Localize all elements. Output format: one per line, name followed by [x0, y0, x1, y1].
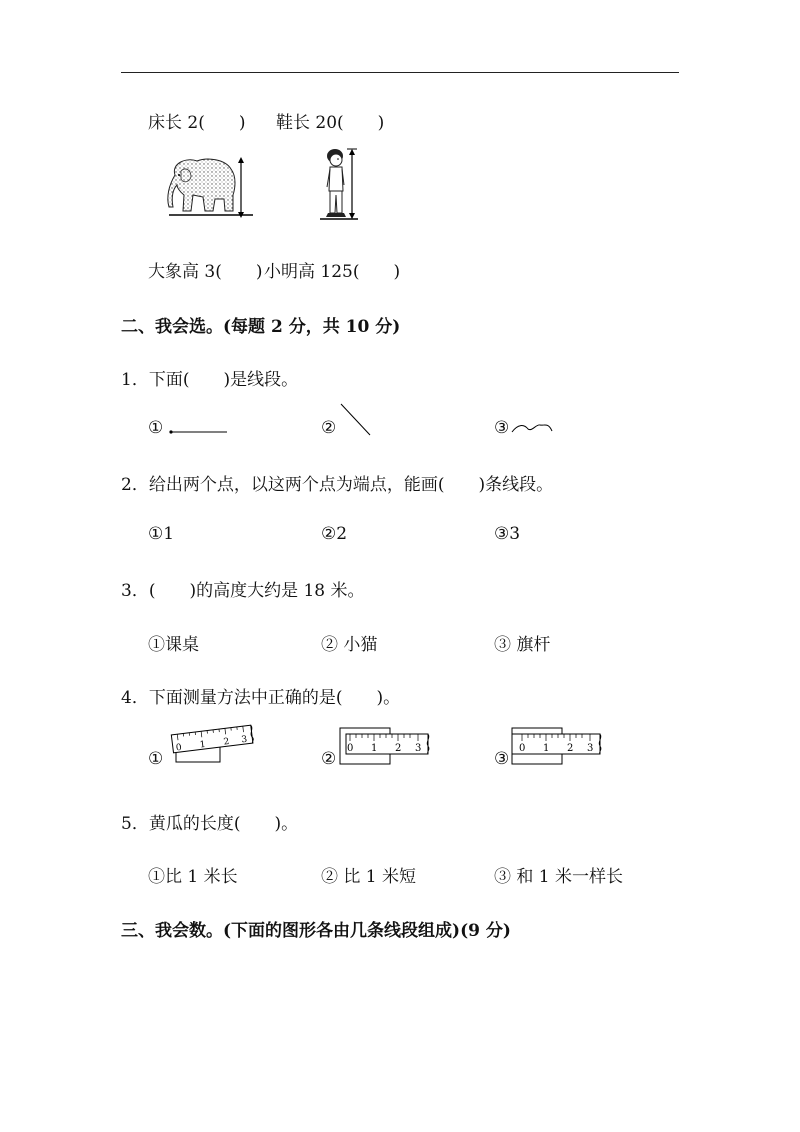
question-2-stem: 2．给出两个点，以这两个点为端点，能画( )条线段。: [121, 475, 554, 495]
ruler-3-tick-3: 3: [587, 743, 594, 754]
q2-option-1: ①1: [148, 524, 175, 544]
section-2-title: 二、我会选。(每题 2 分，共 10 分): [121, 317, 401, 337]
q3-option-1: ①课桌: [148, 635, 199, 655]
ruler-1-tick-1: 1: [199, 739, 207, 751]
question-5-stem: 5．黄瓜的长度( )。: [121, 814, 299, 834]
xiaoming-height-question: 小明高 125( ): [264, 262, 401, 282]
q5-option-1: ①比 1 米长: [148, 867, 238, 887]
q4-option-3-label: ③: [494, 749, 510, 769]
q5-option-2: ② 比 1 米短: [321, 867, 417, 887]
q4-option-1-label: ①: [148, 749, 164, 769]
q2-option-3: ③3: [494, 524, 521, 544]
q1-option-1-label: ①: [148, 418, 164, 438]
boy-xiaoming-illustration: [318, 147, 370, 223]
ruler-3-tick-2: 2: [567, 743, 574, 754]
ruler-2-tick-3: 3: [415, 743, 422, 754]
q1-option-2-slanted-line-figure: [339, 402, 373, 438]
question-1-stem: 1．下面( )是线段。: [121, 370, 299, 390]
question-4-stem: 4．下面测量方法中正确的是( )。: [121, 688, 401, 708]
ruler-1-tick-2: 2: [223, 736, 230, 748]
elephant-height-question: 大象高 3( ): [148, 262, 263, 282]
ruler-2-tick-1: 1: [371, 743, 378, 754]
question-3-stem: 3．( )的高度大约是 18 米。: [121, 581, 365, 601]
bed-length-question: 床长 2( ): [148, 113, 246, 133]
q4-option-2-label: ②: [321, 749, 337, 769]
q1-option-3-curve-figure: [510, 420, 554, 436]
shoe-length-question: 鞋长 20( ): [276, 113, 385, 133]
ruler-2-tick-2: 2: [395, 743, 402, 754]
ruler-3-tick-0: 0: [519, 743, 526, 754]
q1-option-1-segment-figure: [168, 428, 230, 436]
q5-option-3: ③ 和 1 米一样长: [494, 867, 624, 887]
elephant-illustration: [163, 155, 258, 220]
q2-option-2: ②2: [321, 524, 348, 544]
q4-option-1-tilted-ruler-figure: [166, 720, 258, 766]
ruler-2-tick-0: 0: [347, 743, 354, 754]
ruler-3-tick-1: 1: [543, 743, 550, 754]
section-3-title: 三、我会数。(下面的图形各由几条线段组成)(9 分): [121, 921, 511, 941]
q4-option-2-offset-ruler-figure: [338, 724, 432, 768]
q3-option-2: ② 小猫: [321, 635, 378, 655]
ruler-1-tick-0: 0: [175, 742, 183, 754]
ruler-1-tick-3: 3: [240, 734, 248, 746]
q4-option-3-aligned-ruler-figure: [510, 724, 604, 768]
top-rule: [121, 72, 679, 73]
q1-option-2-label: ②: [321, 418, 337, 438]
q1-option-3-label: ③: [494, 418, 510, 438]
q3-option-3: ③ 旗杆: [494, 635, 551, 655]
